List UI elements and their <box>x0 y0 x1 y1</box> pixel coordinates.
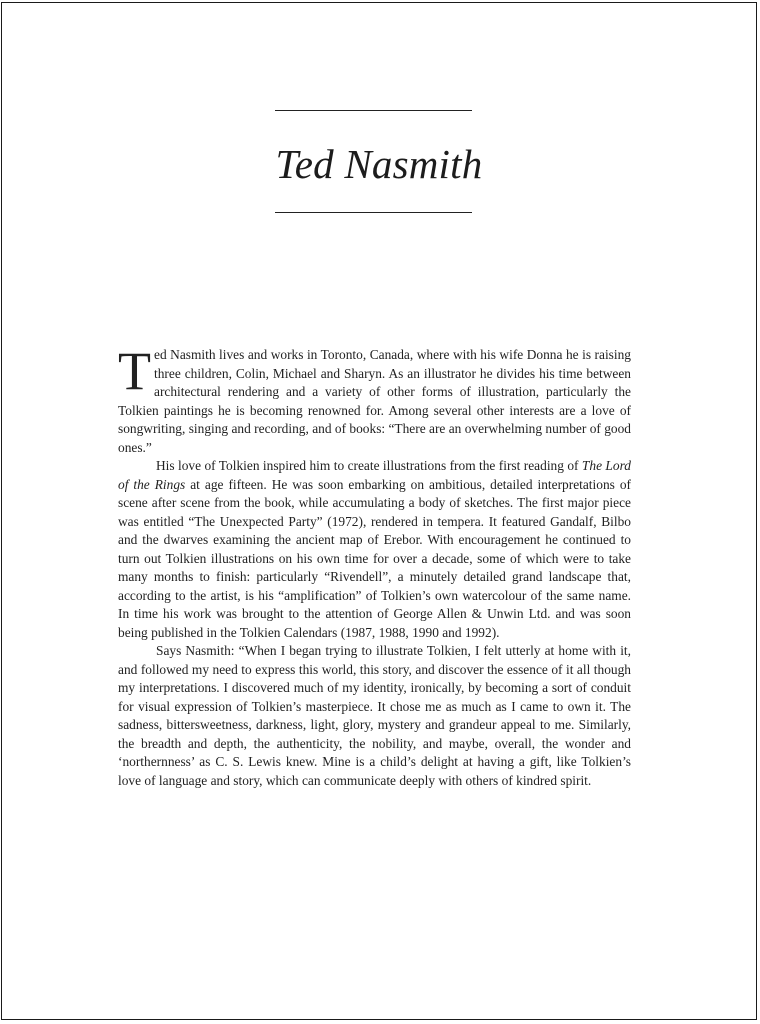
paragraph-1-text: ed Nasmith lives and works in Toronto, Canada, where with his wife Donna he is raising three children, Colin, Michael and Sharyn. As an illustrator he divides his time between architectural rendering and a variety of other forms of illustration, particularly the Tolkien paintings he is becoming renowned for. Among several other interests are a love of songwriting, singing and recording, and of books: “There are an overwhelming number of good ones.” <box>118 347 631 455</box>
paragraph-1 <box>118 341 631 457</box>
book-page <box>1 2 757 1020</box>
bottom-rule <box>275 212 472 213</box>
book-title: The Lord of the Rings <box>118 458 631 492</box>
paragraph-2 <box>118 457 631 642</box>
top-rule <box>275 110 472 111</box>
biography-text <box>118 341 631 790</box>
drop-cap: T <box>118 341 151 401</box>
paragraph-3: Says Nasmith: “When I began trying to illustrate Tolkien, I felt utterly at home with it, and followed my need to express this world, this story, and discover the essence of it all though my interpretations. I discovered much of my identity, ironically, by becoming a sort of conduit for visual expression of Tolkien’s masterpiece. It chose me as much as I came to own it. The sadness, bittersweetness, darkness, light, glory, mystery and grandeur appeal to me. Similarly, the breadth and depth, the authenticity, the nobility, and maybe, overall, the wonder and ‘northernness’ as C. S. Lewis knew. Mine is a child’s delight at having a gift, like Tolkien’s love of language and story, which can communicate deeply with others of kindred spirit. <box>118 643 631 788</box>
paragraph-2-rest: at age fifteen. He was soon embarking on ambitious, detailed interpretations of scene after scene from the book, while accumulating a body of sketches. The first major piece was entitled “The Unexpected Party” (1972), rendered in tempera. It featured Gandalf, Bilbo and the dwarves examining the ancient map of Erebor. With encouragement he continued to turn out Tolkien illustrations on his own time for over a decade, some of which were to take many months to finish: particularly “Rivendell”, a minutely detailed grand landscape that, according to the artist, is his “amplification” of Tolkien’s own watercolour of the same name. In time his work was brought to the attention of George Allen & Unwin Ltd. and was soon being published in the Tolkien Calendars (1987, 1988, 1990 and 1992). <box>118 476 631 640</box>
paragraph-2-start: His love of Tolkien inspired him to create illustrations from the first reading of <box>156 458 579 473</box>
page-title: Ted Nasmith <box>275 141 483 187</box>
